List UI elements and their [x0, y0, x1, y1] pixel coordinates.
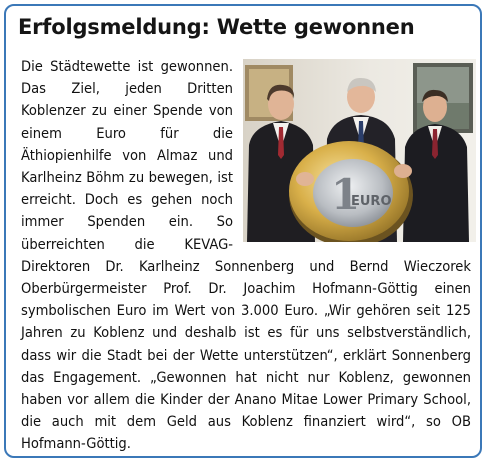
article-photo	[243, 59, 476, 242]
article-body: Die Städtewette ist gewonnen. Das Ziel, jeden Dritten Koblenzer zu einer Spende von einem Euro für die Äthiopienhilfe von Almaz und Karlheinz Böhm zu bewegen, ist erreicht. Doch es gehen noch immer Spenden ein. So überreichten die KEVAG-Direktoren Dr. Karlheinz Sonnenberg und Bernd Wieczorek Oberbürgermeister Prof. Dr. Joachim Hofmann-Göttig einen symbolischen Euro im Wert von 3.000 Euro. „Wir gehören seit 125 Jahren zu Koblenz und deshalb ist es für uns selbstverständlich, dass wir die Stadt bei der Wette unterstützen“, erklärt Sonnenberg das Engagement. „Gewonnen hat nicht nur Koblenz, gewonnen haben vor allem die Kinder der Anano Mitae Lower Primary School, die auch mit dem Geld aus Koblenz finanziert wird“, so OB Hofmann-Göttig.	[21, 58, 471, 453]
photo-illustration	[243, 59, 476, 242]
article-title: Erfolgsmeldung: Wette gewonnen	[18, 15, 415, 39]
coin-label: EURO	[351, 194, 392, 209]
article-box	[4, 4, 482, 458]
coin-value: 1	[331, 170, 361, 219]
article-body-container	[21, 56, 471, 456]
